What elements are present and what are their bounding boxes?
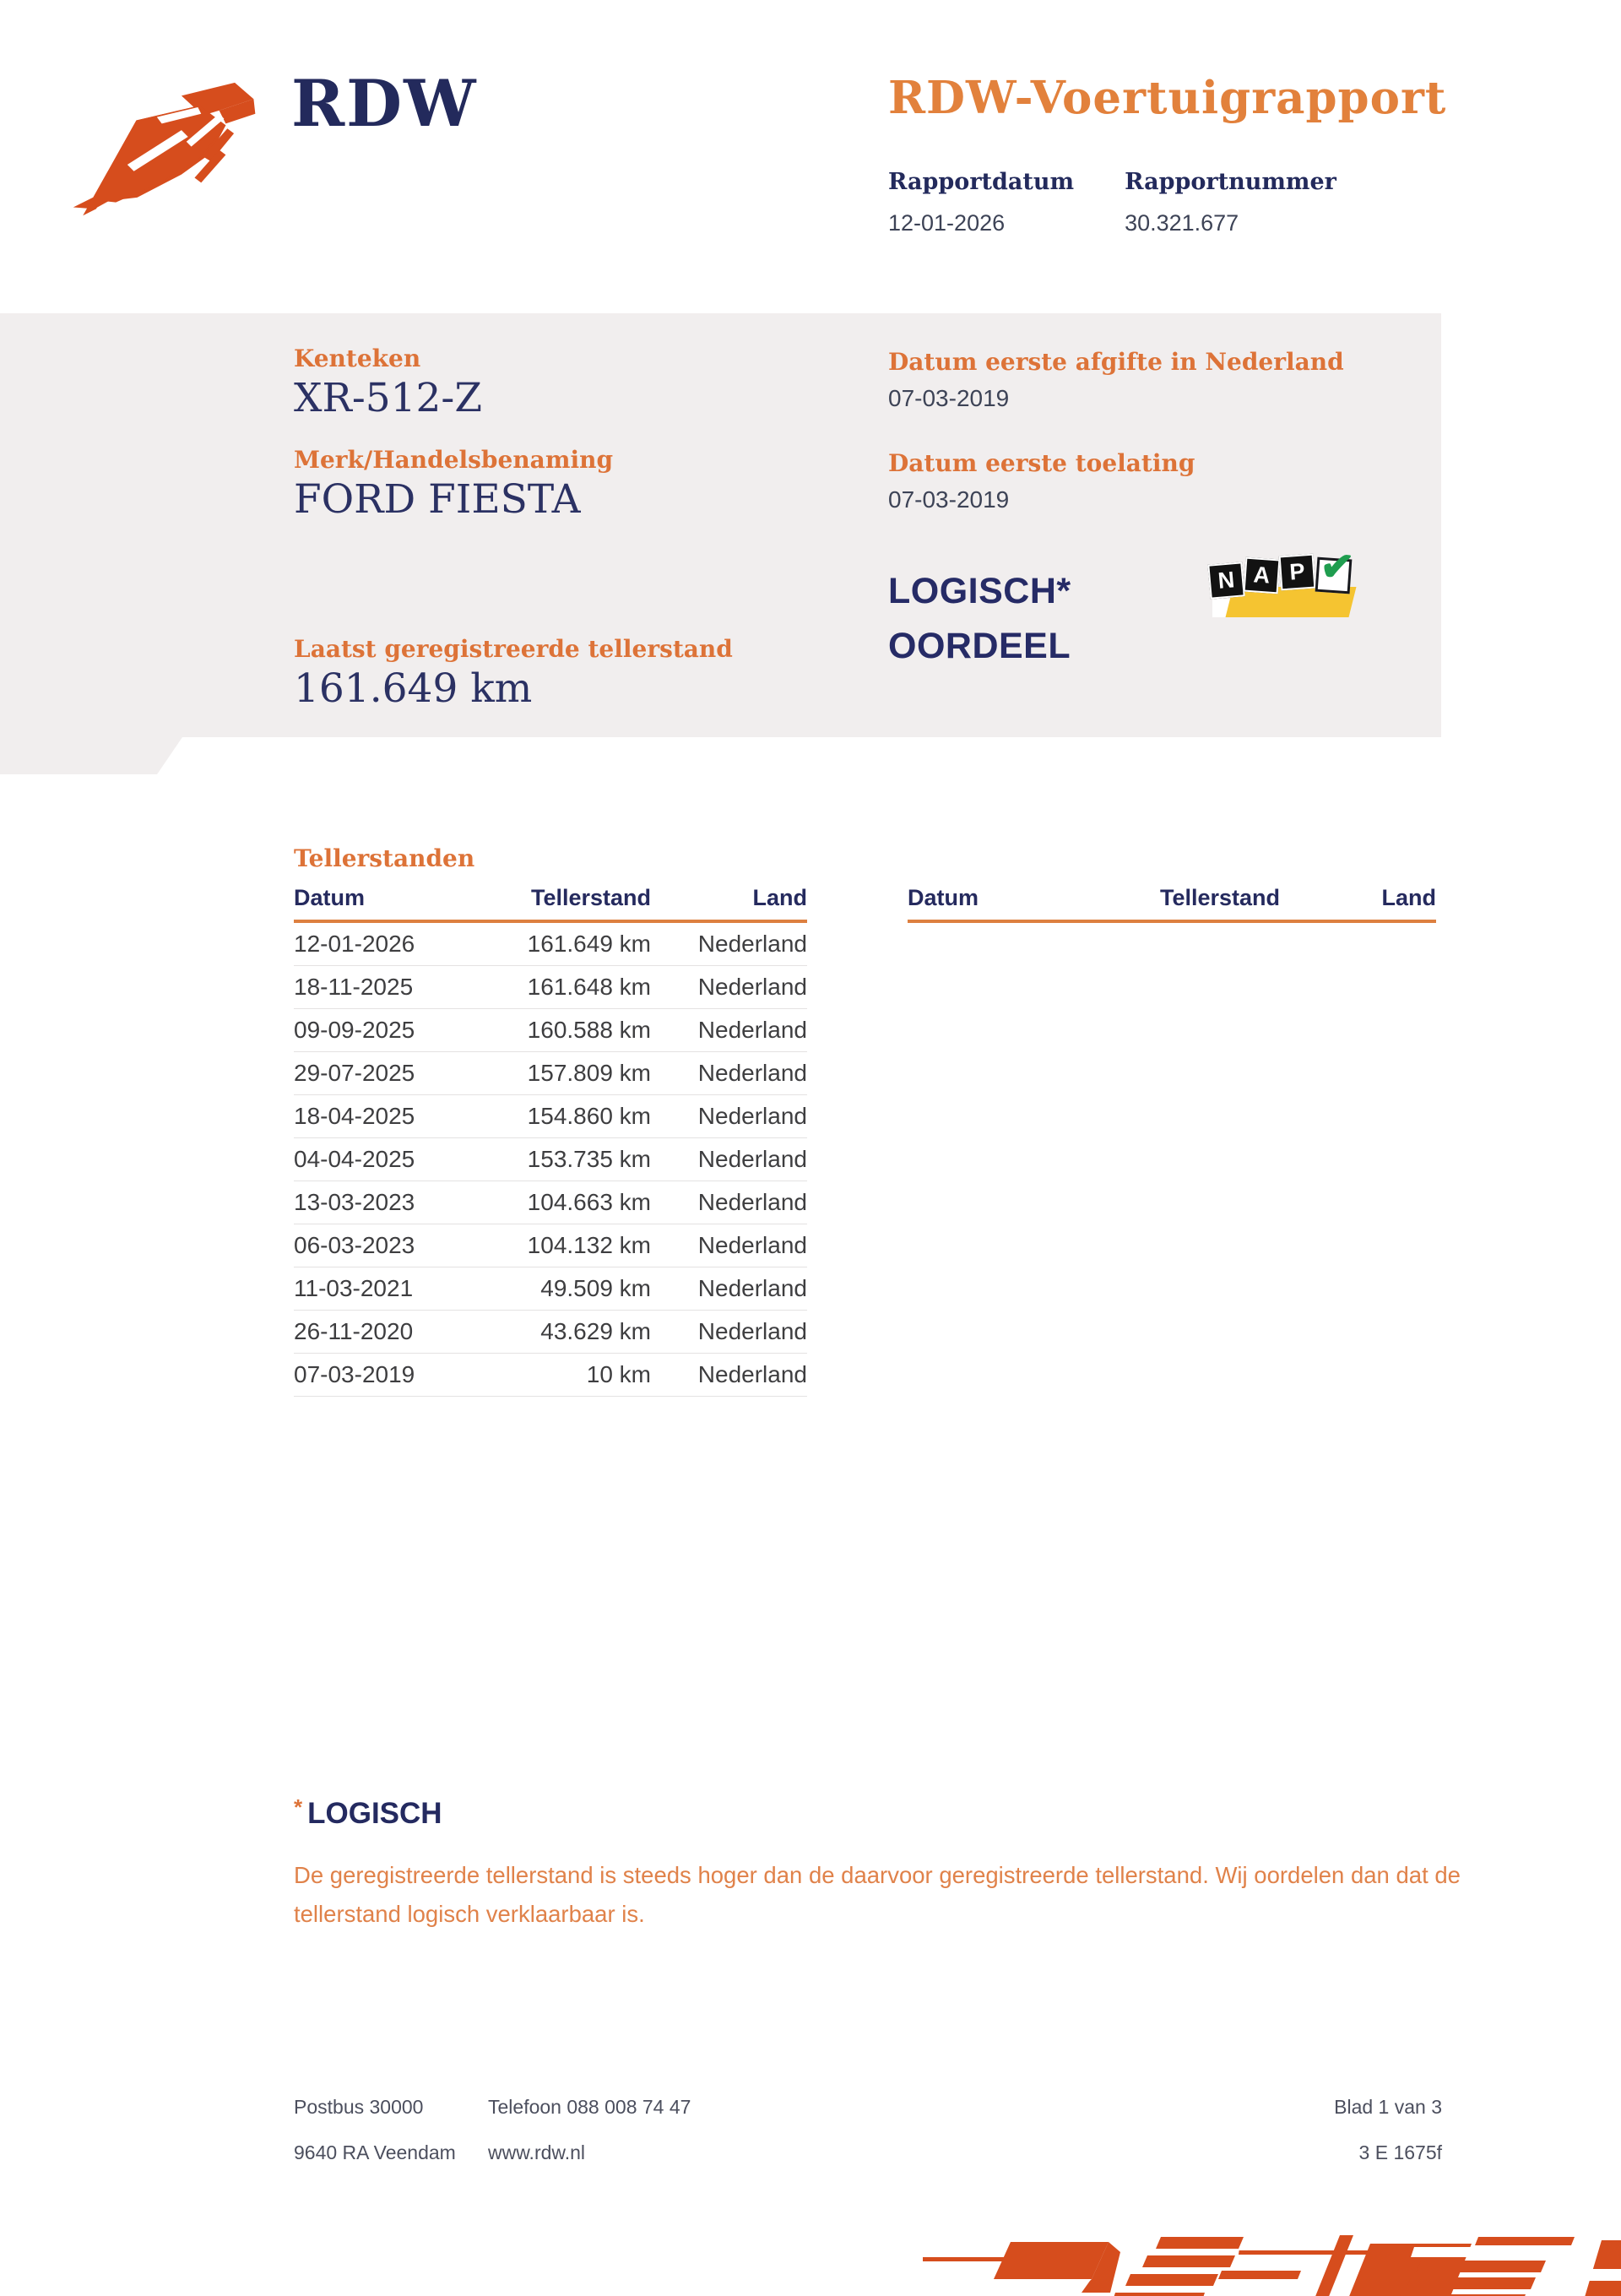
table-row: [294, 966, 807, 1009]
col-header-land: Land: [1381, 885, 1436, 910]
cell-tellerstand: 49.509 km: [540, 1275, 651, 1301]
cell-land: Nederland: [697, 1060, 807, 1086]
oordeel-line2: OORDEEL: [888, 626, 1071, 666]
table-row: [294, 1009, 807, 1052]
cell-land: Nederland: [697, 1189, 807, 1215]
table-row: [294, 1224, 807, 1267]
cell-land: Nederland: [697, 1017, 807, 1043]
table-row: [294, 1181, 807, 1224]
footer-address-line2: 9640 RA Veendam: [294, 2141, 456, 2163]
cell-land: Nederland: [697, 1361, 807, 1387]
tellerstanden-table-right-empty: [908, 885, 1436, 923]
cell-datum: 07-03-2019: [294, 1361, 415, 1387]
report-date-label: Rapportdatum: [888, 169, 1075, 195]
table-row: [294, 1354, 807, 1397]
laatste-tellerstand-label: Laatst geregistreerde tellerstand: [294, 635, 733, 663]
table-row: [294, 923, 807, 966]
cell-land: Nederland: [697, 931, 807, 957]
footer-flag-motif-icon: [908, 2218, 1621, 2296]
report-date-block: [888, 169, 1074, 236]
cell-datum: 09-09-2025: [294, 1017, 415, 1043]
table-row: [294, 1052, 807, 1095]
page-title: RDW-Voertuigrapport: [888, 72, 1447, 124]
table-body: [294, 923, 807, 1397]
logisch-note-title-text: LOGISCH: [307, 1797, 442, 1830]
cell-tellerstand: 161.649 km: [527, 931, 651, 957]
footer-page-indicator: Blad 1 van 3: [1334, 2096, 1442, 2118]
report-number-label: Rapportnummer: [1125, 169, 1336, 195]
cell-tellerstand: 161.648 km: [527, 974, 651, 1000]
cell-tellerstand: 104.132 km: [527, 1232, 651, 1258]
kenteken-value: XR-512-Z: [294, 375, 482, 421]
cell-datum: 06-03-2023: [294, 1232, 415, 1258]
nap-tile-p: P: [1279, 554, 1316, 591]
cell-land: Nederland: [697, 974, 807, 1000]
rdw-logo-text: RDW: [291, 66, 478, 141]
col-header-tellerstand: Tellerstand: [1159, 885, 1280, 910]
table-row: [294, 1138, 807, 1181]
cell-land: Nederland: [697, 1232, 807, 1258]
table-header-row: [908, 885, 1436, 923]
logisch-note-title: [294, 1794, 442, 1831]
vehicle-summary-panel-tab: [0, 737, 182, 774]
cell-datum: 11-03-2021: [294, 1275, 414, 1301]
col-header-tellerstand: Tellerstand: [530, 885, 651, 910]
toelating-value: 07-03-2019: [888, 486, 1010, 513]
cell-tellerstand: 154.860 km: [527, 1103, 651, 1129]
tellerstanden-section-title: Tellerstanden: [294, 844, 475, 872]
cell-land: Nederland: [697, 1103, 807, 1129]
cell-datum: 29-07-2025: [294, 1060, 415, 1086]
footer-website-link[interactable]: www.rdw.nl: [488, 2141, 586, 2163]
cell-tellerstand: 160.588 km: [527, 1017, 651, 1043]
rdw-feather-logo-icon: [57, 78, 273, 221]
col-header-datum: Datum: [294, 885, 366, 910]
footer-form-code: 3 E 1675f: [1358, 2141, 1442, 2163]
nap-checkmark-icon: ✔: [1318, 543, 1356, 591]
laatste-tellerstand-value: 161.649 km: [294, 665, 533, 712]
tellerstanden-table-left: [294, 885, 807, 1397]
logisch-note-text: De geregistreerde tellerstand is steeds hoger dan de daarvoor geregistreerde tellerstand. Wij oordelen dan dat de tellerstand logisch verklaarbaar is.: [294, 1862, 1461, 1927]
oordeel-verdict: [888, 564, 1071, 674]
nap-tile-a: A: [1244, 557, 1281, 594]
asterisk-icon: *: [294, 1794, 303, 1820]
cell-tellerstand: 104.663 km: [527, 1189, 651, 1215]
table-row: [294, 1095, 807, 1138]
col-header-datum: Datum: [908, 885, 979, 910]
merk-label: Merk/Handelsbenaming: [294, 446, 614, 474]
nap-tile-n: N: [1207, 562, 1244, 599]
vehicle-summary-panel: [0, 313, 1441, 737]
cell-datum: 18-04-2025: [294, 1103, 415, 1129]
report-meta: [888, 169, 1336, 236]
afgifte-value: 07-03-2019: [888, 385, 1010, 411]
report-number-block: [1125, 169, 1336, 236]
footer-phone: Telefoon 088 008 74 47: [488, 2096, 691, 2118]
cell-tellerstand: 10 km: [586, 1361, 651, 1387]
nap-checkbox: [1315, 543, 1356, 594]
table-row: [294, 1311, 807, 1354]
table-header-row: [294, 885, 807, 923]
cell-tellerstand: 157.809 km: [527, 1060, 651, 1086]
cell-datum: 12-01-2026: [294, 931, 415, 957]
toelating-label: Datum eerste toelating: [888, 449, 1195, 477]
footer-address-line1: Postbus 30000: [294, 2096, 424, 2118]
report-date-value: 12-01-2026: [888, 210, 1006, 236]
cell-land: Nederland: [697, 1275, 807, 1301]
report-number-value: 30.321.677: [1125, 210, 1239, 236]
cell-land: Nederland: [697, 1318, 807, 1344]
cell-tellerstand: 153.735 km: [527, 1146, 651, 1172]
cell-datum: 04-04-2025: [294, 1146, 415, 1172]
col-header-land: Land: [752, 885, 807, 910]
cell-datum: 26-11-2020: [294, 1318, 414, 1344]
cell-datum: 18-11-2025: [294, 974, 414, 1000]
cell-datum: 13-03-2023: [294, 1189, 415, 1215]
kenteken-label: Kenteken: [294, 345, 421, 372]
afgifte-label: Datum eerste afgifte in Nederland: [888, 348, 1344, 376]
cell-tellerstand: 43.629 km: [540, 1318, 651, 1344]
oordeel-line1: LOGISCH*: [888, 571, 1071, 611]
merk-value: FORD FIESTA: [294, 476, 581, 523]
table-row: [294, 1267, 807, 1311]
nap-logo: [1201, 543, 1361, 629]
cell-land: Nederland: [697, 1146, 807, 1172]
